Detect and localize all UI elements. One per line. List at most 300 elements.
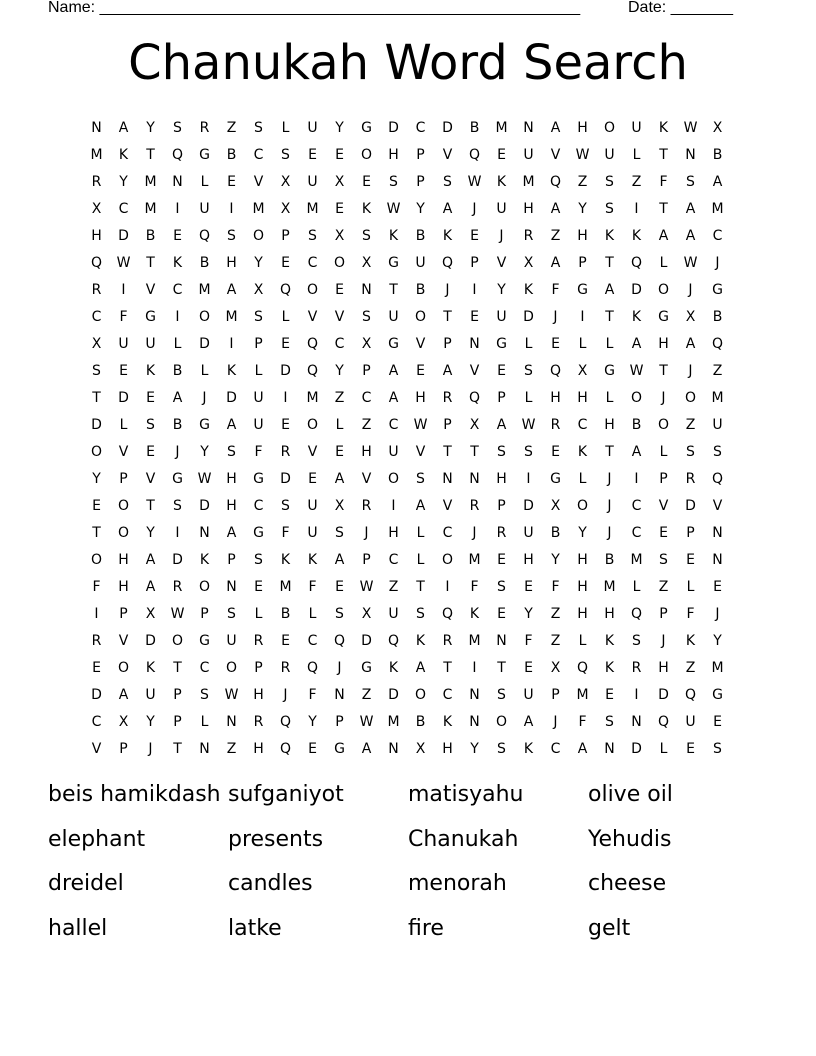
grid-row bbox=[83, 276, 733, 303]
grid-letter: O bbox=[630, 389, 643, 406]
grid-letter: P bbox=[362, 551, 371, 568]
grid-letter: M bbox=[495, 119, 508, 136]
grid-letter: A bbox=[712, 173, 723, 190]
grid-letter: I bbox=[526, 470, 531, 487]
grid-letter: M bbox=[252, 200, 265, 217]
grid-letter: T bbox=[443, 659, 452, 676]
grid-letter: K bbox=[631, 308, 642, 325]
grid-letter: X bbox=[280, 200, 291, 217]
grid-letter: D bbox=[442, 119, 453, 136]
grid-letter: A bbox=[550, 119, 561, 136]
grid-letter: N bbox=[388, 740, 399, 757]
grid-letter: X bbox=[118, 713, 129, 730]
grid-letter: O bbox=[306, 281, 319, 298]
grid-letter: H bbox=[523, 551, 534, 568]
grid-letter: U bbox=[199, 200, 210, 217]
grid-letter: C bbox=[334, 335, 345, 352]
grid-letter: D bbox=[388, 686, 399, 703]
grid-letter: P bbox=[281, 227, 290, 244]
grid-letter: D bbox=[361, 632, 372, 649]
grid-letter: J bbox=[661, 632, 666, 649]
grid-letter: F bbox=[308, 578, 317, 595]
grid-letter: Z bbox=[631, 173, 642, 190]
grid-letter: V bbox=[550, 146, 561, 163]
grid-letter: U bbox=[118, 335, 129, 352]
grid-letter: L bbox=[578, 632, 587, 649]
grid-letter: D bbox=[199, 497, 210, 514]
name-field-label[interactable]: Name: ______________________________________________________ bbox=[48, 0, 581, 16]
grid-letter: L bbox=[119, 416, 128, 433]
grid-row bbox=[83, 546, 733, 573]
grid-letter: P bbox=[119, 605, 128, 622]
grid-letter: J bbox=[715, 605, 720, 622]
grid-letter: T bbox=[605, 443, 614, 460]
grid-letter: S bbox=[497, 740, 506, 757]
grid-letter: J bbox=[472, 524, 477, 541]
grid-letter: L bbox=[632, 146, 641, 163]
grid-letter: C bbox=[91, 308, 102, 325]
grid-letter: L bbox=[254, 362, 263, 379]
grid-letter: P bbox=[416, 173, 425, 190]
grid-letter: D bbox=[685, 497, 696, 514]
grid-letter: U bbox=[307, 173, 318, 190]
grid-letter: D bbox=[145, 632, 156, 649]
grid-letter: Q bbox=[279, 713, 292, 730]
grid-letter: C bbox=[577, 416, 588, 433]
grid-letter: Z bbox=[712, 362, 723, 379]
grid-letter: A bbox=[415, 659, 426, 676]
grid-letter: Q bbox=[711, 335, 724, 352]
grid-letter: S bbox=[362, 227, 371, 244]
word-bank-item: presents bbox=[228, 826, 324, 852]
grid-letter: J bbox=[337, 659, 342, 676]
grid-letter: N bbox=[523, 119, 534, 136]
grid-letter: V bbox=[415, 335, 426, 352]
grid-letter: X bbox=[361, 254, 372, 271]
grid-letter: P bbox=[173, 713, 182, 730]
grid-letter: E bbox=[713, 578, 722, 595]
grid-letter: H bbox=[577, 578, 588, 595]
grid-letter: U bbox=[307, 497, 318, 514]
grid-letter: A bbox=[388, 362, 399, 379]
grid-letter: P bbox=[119, 470, 128, 487]
grid-letter: P bbox=[227, 551, 236, 568]
grid-letter: I bbox=[634, 686, 639, 703]
grid-letter: G bbox=[199, 632, 210, 649]
grid-letter: F bbox=[578, 713, 587, 730]
grid-letter: P bbox=[416, 146, 425, 163]
grid-letter: W bbox=[386, 200, 401, 217]
grid-letter: R bbox=[523, 227, 534, 244]
grid-row bbox=[83, 573, 733, 600]
grid-letter: U bbox=[523, 524, 534, 541]
grid-letter: P bbox=[443, 416, 452, 433]
grid-letter: Q bbox=[549, 362, 562, 379]
grid-letter: B bbox=[631, 416, 642, 433]
grid-letter: E bbox=[335, 578, 344, 595]
grid-letter: V bbox=[118, 443, 129, 460]
grid-letter: B bbox=[199, 254, 210, 271]
grid-letter: W bbox=[521, 416, 536, 433]
grid-letter: A bbox=[577, 740, 588, 757]
grid-letter: P bbox=[470, 254, 479, 271]
grid-letter: D bbox=[523, 308, 534, 325]
date-field-label[interactable]: Date: _______ bbox=[628, 0, 733, 16]
grid-letter: R bbox=[199, 119, 210, 136]
grid-letter: X bbox=[523, 254, 534, 271]
grid-letter: W bbox=[683, 254, 698, 271]
grid-letter: F bbox=[119, 308, 128, 325]
grid-letter: Q bbox=[306, 335, 319, 352]
grid-letter: D bbox=[280, 362, 291, 379]
grid-letter: Q bbox=[576, 659, 589, 676]
grid-letter: D bbox=[631, 740, 642, 757]
grid-letter: I bbox=[229, 335, 234, 352]
grid-letter: N bbox=[469, 335, 480, 352]
grid-letter: X bbox=[361, 605, 372, 622]
grid-letter: E bbox=[524, 578, 533, 595]
grid-letter: N bbox=[361, 281, 372, 298]
grid-letter: H bbox=[226, 497, 237, 514]
grid-letter: F bbox=[686, 605, 695, 622]
grid-letter: G bbox=[361, 659, 372, 676]
grid-letter: W bbox=[197, 470, 212, 487]
grid-letter: E bbox=[254, 578, 263, 595]
grid-letter: X bbox=[334, 227, 345, 244]
grid-letter: E bbox=[497, 362, 506, 379]
word-bank-item: gelt bbox=[588, 915, 631, 941]
grid-letter: G bbox=[712, 686, 723, 703]
grid-letter: S bbox=[92, 362, 101, 379]
grid-letter: U bbox=[496, 308, 507, 325]
grid-letter: H bbox=[523, 200, 534, 217]
grid-letter: Y bbox=[551, 551, 560, 568]
grid-letter: N bbox=[469, 686, 480, 703]
grid-letter: R bbox=[469, 497, 480, 514]
grid-letter: Z bbox=[550, 632, 561, 649]
grid-letter: A bbox=[388, 389, 399, 406]
grid-letter: G bbox=[253, 470, 264, 487]
grid-letter: N bbox=[199, 740, 210, 757]
grid-letter: X bbox=[550, 659, 561, 676]
grid-letter: B bbox=[415, 281, 426, 298]
grid-letter: E bbox=[416, 362, 425, 379]
grid-letter: C bbox=[91, 713, 102, 730]
grid-letter: P bbox=[659, 605, 668, 622]
grid-letter: S bbox=[659, 551, 668, 568]
grid-letter: E bbox=[605, 686, 614, 703]
grid-letter: B bbox=[172, 416, 183, 433]
grid-letter: Y bbox=[470, 740, 479, 757]
grid-letter: P bbox=[200, 605, 209, 622]
grid-letter: I bbox=[472, 659, 477, 676]
grid-letter: D bbox=[388, 119, 399, 136]
grid-letter: X bbox=[334, 173, 345, 190]
grid-letter: M bbox=[306, 200, 319, 217]
grid-letter: E bbox=[551, 335, 560, 352]
grid-letter: S bbox=[416, 470, 425, 487]
grid-letter: U bbox=[145, 335, 156, 352]
grid-letter: A bbox=[145, 551, 156, 568]
grid-letter: L bbox=[605, 335, 614, 352]
grid-letter: K bbox=[307, 551, 318, 568]
grid-letter: U bbox=[496, 200, 507, 217]
grid-letter: R bbox=[253, 713, 264, 730]
grid-letter: D bbox=[91, 686, 102, 703]
grid-letter: P bbox=[254, 659, 263, 676]
grid-letter: Q bbox=[306, 659, 319, 676]
grid-letter: E bbox=[308, 470, 317, 487]
grid-letter: D bbox=[226, 389, 237, 406]
grid-letter: M bbox=[198, 281, 211, 298]
grid-letter: G bbox=[388, 254, 399, 271]
grid-letter: S bbox=[254, 551, 263, 568]
grid-letter: Y bbox=[578, 524, 587, 541]
grid-letter: L bbox=[200, 362, 209, 379]
grid-letter: S bbox=[524, 362, 533, 379]
grid-letter: Z bbox=[550, 605, 561, 622]
grid-letter: W bbox=[575, 146, 590, 163]
grid-letter: H bbox=[253, 740, 264, 757]
grid-letter: Q bbox=[90, 254, 103, 271]
grid-letter: L bbox=[200, 713, 209, 730]
grid-letter: I bbox=[445, 578, 450, 595]
grid-letter: T bbox=[416, 578, 425, 595]
grid-letter: S bbox=[443, 173, 452, 190]
grid-letter: Y bbox=[308, 713, 317, 730]
grid-letter: L bbox=[335, 416, 344, 433]
grid-letter: R bbox=[442, 389, 453, 406]
grid-letter: X bbox=[334, 497, 345, 514]
grid-letter: O bbox=[333, 254, 346, 271]
grid-letter: J bbox=[364, 524, 369, 541]
grid-letter: O bbox=[117, 497, 130, 514]
grid-letter: S bbox=[173, 497, 182, 514]
grid-letter: R bbox=[631, 659, 642, 676]
grid-letter: G bbox=[658, 308, 669, 325]
grid-letter: D bbox=[172, 551, 183, 568]
grid-letter: H bbox=[658, 335, 669, 352]
grid-row bbox=[83, 735, 733, 762]
grid-letter: Y bbox=[497, 281, 506, 298]
word-bank-item: hallel bbox=[48, 915, 108, 941]
grid-letter: K bbox=[604, 659, 615, 676]
grid-letter: E bbox=[308, 146, 317, 163]
grid-letter: V bbox=[442, 146, 453, 163]
grid-letter: J bbox=[445, 281, 450, 298]
grid-letter: I bbox=[391, 497, 396, 514]
grid-letter: P bbox=[362, 362, 371, 379]
grid-letter: S bbox=[632, 632, 641, 649]
grid-letter: N bbox=[496, 632, 507, 649]
grid-letter: T bbox=[470, 443, 479, 460]
grid-letter: A bbox=[523, 713, 534, 730]
grid-letter: R bbox=[172, 578, 183, 595]
grid-letter: W bbox=[629, 362, 644, 379]
grid-letter: I bbox=[472, 281, 477, 298]
grid-letter: M bbox=[522, 173, 535, 190]
word-bank-item: beis hamikdash bbox=[48, 782, 221, 807]
grid-letter: I bbox=[580, 308, 585, 325]
grid-letter: A bbox=[118, 686, 129, 703]
grid-letter: D bbox=[199, 335, 210, 352]
grid-letter: E bbox=[524, 659, 533, 676]
grid-letter: H bbox=[577, 551, 588, 568]
grid-letter: T bbox=[92, 389, 101, 406]
grid-letter: S bbox=[713, 443, 722, 460]
grid-letter: O bbox=[414, 308, 427, 325]
grid-letter: E bbox=[335, 146, 344, 163]
grid-letter: Y bbox=[200, 443, 209, 460]
grid-letter: R bbox=[442, 632, 453, 649]
grid-letter: S bbox=[497, 686, 506, 703]
grid-letter: C bbox=[388, 551, 399, 568]
grid-letter: Z bbox=[334, 389, 345, 406]
grid-letter: E bbox=[173, 227, 182, 244]
grid-letter: E bbox=[686, 551, 695, 568]
grid-letter: J bbox=[175, 443, 180, 460]
grid-letter: Y bbox=[578, 200, 587, 217]
grid-letter: L bbox=[524, 335, 533, 352]
grid-letter: O bbox=[441, 551, 454, 568]
grid-letter: X bbox=[91, 335, 102, 352]
grid-letter: W bbox=[413, 416, 428, 433]
grid-letter: U bbox=[388, 308, 399, 325]
page-title: Chanukah Word Search bbox=[128, 35, 688, 91]
word-bank-item: Chanukah bbox=[408, 826, 519, 852]
grid-row bbox=[83, 681, 733, 708]
grid-letter: U bbox=[388, 605, 399, 622]
grid-letter: G bbox=[577, 281, 588, 298]
grid-letter: C bbox=[361, 389, 372, 406]
grid-letter: H bbox=[388, 524, 399, 541]
grid-letter: R bbox=[361, 497, 372, 514]
grid-letter: X bbox=[280, 173, 291, 190]
grid-letter: T bbox=[146, 254, 155, 271]
grid-letter: K bbox=[442, 713, 453, 730]
grid-letter: S bbox=[605, 713, 614, 730]
grid-letter: N bbox=[469, 713, 480, 730]
grid-letter: V bbox=[253, 173, 264, 190]
grid-letter: B bbox=[172, 362, 183, 379]
grid-letter: H bbox=[415, 389, 426, 406]
grid-letter: G bbox=[199, 146, 210, 163]
grid-letter: Q bbox=[279, 740, 292, 757]
grid-letter: Q bbox=[387, 632, 400, 649]
grid-letter: O bbox=[198, 578, 211, 595]
grid-letter: O bbox=[117, 524, 130, 541]
grid-letter: K bbox=[685, 632, 696, 649]
grid-letter: W bbox=[116, 254, 131, 271]
grid-letter: L bbox=[659, 443, 668, 460]
word-bank bbox=[48, 779, 768, 957]
grid-letter: P bbox=[686, 524, 695, 541]
grid-letter: S bbox=[686, 443, 695, 460]
grid-letter: S bbox=[389, 173, 398, 190]
grid-letter: S bbox=[713, 740, 722, 757]
grid-letter: S bbox=[497, 578, 506, 595]
grid-letter: J bbox=[715, 254, 720, 271]
grid-letter: O bbox=[657, 281, 670, 298]
word-bank-item: sufganiyot bbox=[228, 782, 344, 807]
grid-letter: L bbox=[308, 605, 317, 622]
grid-letter: X bbox=[469, 416, 480, 433]
grid-letter: T bbox=[146, 146, 155, 163]
grid-letter: F bbox=[254, 443, 263, 460]
grid-letter: S bbox=[605, 200, 614, 217]
grid-letter: M bbox=[711, 659, 724, 676]
grid-letter: N bbox=[712, 551, 723, 568]
grid-letter: K bbox=[604, 227, 615, 244]
grid-letter: Q bbox=[198, 227, 211, 244]
grid-letter: E bbox=[146, 443, 155, 460]
grid-letter: Z bbox=[685, 659, 696, 676]
grid-letter: J bbox=[607, 524, 612, 541]
grid-letter: E bbox=[362, 173, 371, 190]
grid-letter: O bbox=[117, 659, 130, 676]
grid-letter: E bbox=[470, 308, 479, 325]
grid-letter: K bbox=[658, 119, 669, 136]
grid-letter: V bbox=[145, 281, 156, 298]
grid-letter: F bbox=[92, 578, 101, 595]
grid-letter: M bbox=[306, 389, 319, 406]
grid-letter: N bbox=[469, 470, 480, 487]
grid-letter: V bbox=[442, 497, 453, 514]
grid-letter: M bbox=[576, 686, 589, 703]
grid-row bbox=[83, 141, 733, 168]
grid-letter: L bbox=[200, 173, 209, 190]
grid-letter: Z bbox=[550, 227, 561, 244]
grid-row bbox=[83, 384, 733, 411]
grid-letter: O bbox=[171, 632, 184, 649]
grid-letter: G bbox=[388, 335, 399, 352]
grid-letter: J bbox=[688, 362, 693, 379]
grid-letter: D bbox=[631, 281, 642, 298]
grid-letter: O bbox=[495, 713, 508, 730]
grid-letter: O bbox=[414, 686, 427, 703]
grid-letter: G bbox=[712, 281, 723, 298]
grid-letter: U bbox=[253, 416, 264, 433]
grid-letter: L bbox=[281, 119, 290, 136]
grid-letter: L bbox=[632, 578, 641, 595]
grid-letter: I bbox=[283, 389, 288, 406]
grid-letter: I bbox=[175, 200, 180, 217]
grid-letter: F bbox=[551, 578, 560, 595]
grid-letter: C bbox=[172, 281, 183, 298]
grid-letter: C bbox=[442, 524, 453, 541]
grid-letter: K bbox=[523, 281, 534, 298]
grid-letter: L bbox=[524, 389, 533, 406]
grid-letter: A bbox=[226, 524, 237, 541]
word-bank-item: menorah bbox=[408, 871, 507, 896]
grid-letter: W bbox=[170, 605, 185, 622]
grid-letter: R bbox=[91, 173, 102, 190]
grid-letter: E bbox=[713, 713, 722, 730]
grid-letter: T bbox=[605, 308, 614, 325]
grid-row bbox=[83, 519, 733, 546]
grid-letter: N bbox=[712, 524, 723, 541]
grid-letter: Q bbox=[441, 605, 454, 622]
grid-letter: L bbox=[254, 605, 263, 622]
grid-letter: G bbox=[361, 119, 372, 136]
grid-letter: C bbox=[388, 416, 399, 433]
word-bank-item: elephant bbox=[48, 826, 146, 852]
grid-letter: B bbox=[712, 146, 723, 163]
word-bank-item: latke bbox=[228, 915, 282, 941]
grid-letter: Y bbox=[92, 470, 101, 487]
grid-letter: R bbox=[685, 470, 696, 487]
grid-letter: R bbox=[280, 659, 291, 676]
